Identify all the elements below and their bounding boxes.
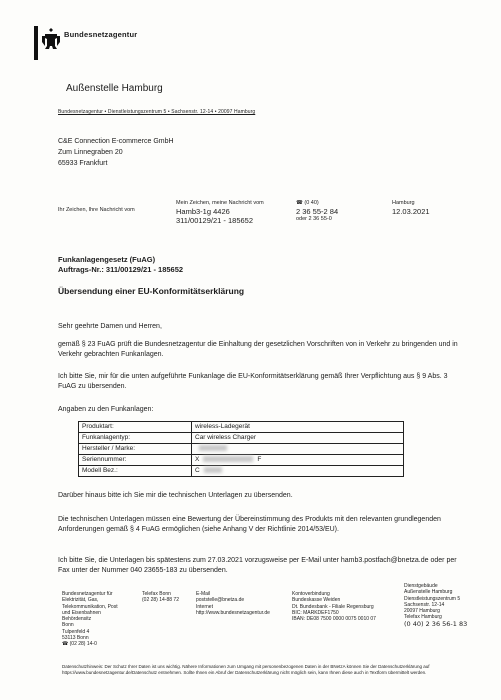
- footer-line: Tulpenfeld 4: [62, 628, 90, 635]
- footer-line: Bundesnetzagentur für: [62, 591, 113, 597]
- recipient-line: Zum Linnegraben 20: [58, 149, 123, 156]
- row-label: Hersteller / Marke:: [79, 444, 192, 455]
- footer-line: Telefax Bonn: [142, 591, 171, 597]
- footer-line: Bundeskasse Weiden: [292, 597, 341, 604]
- recipient-address: [58, 136, 174, 169]
- footer-line: 20097 Hamburg: [404, 608, 440, 615]
- paragraph-5: Die technischen Unterlagen müssen eine Bewertung der Übereinstimmung des Produkts mit den relevanten grundlegenden Anforderungen gemäß § 4 FuAG ermöglichen (siehe Anhang V der Richtlinie 2014/53/EU).: [58, 516, 441, 533]
- fax-number-handwritten: (0 40) 2 36 56-1 83: [404, 619, 468, 628]
- row-label: Seriennummer:: [79, 455, 192, 466]
- footer-line: Dienstleistungszentrum 5: [404, 595, 461, 602]
- phone-label: ☎ (0 40): [296, 200, 319, 206]
- row-value: [192, 444, 404, 455]
- law-title: Funkanlagengesetz (FuAG): [58, 255, 156, 264]
- letter-subject: Übersendung einer EU-Konformitätserklärung: [58, 286, 245, 296]
- footer-line: (02 28) 14-88 72: [142, 597, 179, 604]
- footer-line: IBAN: DE08 7500 0000 0075 0010 07: [292, 616, 376, 623]
- place: Hamburg: [392, 200, 415, 206]
- row-value: Car wireless Charger: [192, 433, 404, 444]
- footer-contact-column: [196, 591, 270, 616]
- paragraph-1: gemäß § 23 FuAG prüft die Bundesnetzagentur die Einhaltung der gesetzlichen Vorschriften von in Verkehr zu bringenden und in Verkehr gebrachten Funkanlagen.: [58, 341, 458, 358]
- footer-line: Außenstelle Hamburg: [404, 589, 453, 596]
- footer-line: poststelle@bnetza.de: [196, 597, 245, 604]
- row-value: [192, 466, 404, 477]
- return-address: Bundesnetzagentur • Dienstleistungszentrum 5 • Sachsenstr. 12-14 • 20097 Hamburg: [58, 109, 256, 115]
- phone-alt: oder 2 36 55-0: [296, 216, 332, 222]
- org-name: Bundesnetzagentur: [64, 30, 138, 39]
- table-row: [79, 444, 404, 455]
- footer-line: E-Mail: [196, 591, 211, 597]
- row-label: Modell Bez.:: [79, 466, 192, 477]
- serial-prefix: X: [195, 456, 200, 463]
- footer-org-column: [62, 591, 118, 648]
- paragraph-4: Darüber hinaus bitte ich Sie mir die technischen Unterlagen zu übersenden.: [58, 492, 293, 499]
- paragraph-3: Angaben zu den Funkanlagen:: [58, 406, 154, 413]
- row-label: Funkanlagentyp:: [79, 433, 192, 444]
- footer-line: Telefax Hamburg: [404, 614, 442, 621]
- footer-fax-column: [142, 591, 179, 604]
- model-prefix: C: [195, 467, 200, 474]
- footer-line: Dt. Bundesbank - Filiale Regensburg: [292, 603, 374, 610]
- footer-line: und Eisenbahnen: [62, 609, 101, 616]
- phone-number: 2 36 55-2 84: [296, 207, 339, 216]
- footer-line: Behördensitz: [62, 616, 92, 623]
- recipient-line: 65933 Frankfurt: [58, 160, 108, 167]
- footer-line: Dienstgebäude: [404, 583, 438, 589]
- footer-line: Sachsenstr. 12-14: [404, 601, 445, 608]
- footer-line: ☎ (02 28) 14-0: [62, 641, 97, 648]
- greeting: Sehr geehrte Damen und Herren,: [58, 323, 162, 330]
- footer-office-column: [404, 583, 467, 627]
- redacted-block: [199, 445, 227, 451]
- federal-eagle-logo-icon: [34, 26, 60, 60]
- table-row: [79, 433, 404, 444]
- serial-suffix: F: [257, 456, 262, 463]
- product-table: [78, 421, 404, 477]
- our-reference-1: Hamb3-1g 4426: [176, 207, 230, 216]
- paragraph-2: Ich bitte Sie, mir für die unten aufgeführte Funkanlage die EU-Konformitätserklärung gemäß Ihrer Verpflichtung aus § 9 Abs. 3 FuAG zu übersenden.: [58, 373, 448, 390]
- redacted-block: [204, 467, 222, 473]
- branch-name: Außenstelle Hamburg: [66, 83, 163, 94]
- data-protection-note: Datenschutzhinweis: Der Schutz Ihrer Daten ist uns wichtig. Nähere Informationen zum Umgang mit personenbezogenen Daten in der BNetzA können Sie der Datenschutzerklärung auf https://www.bundesnetzagentur.de/Datenschutz entnehmen. Sollte Ihnen ein Abruf der Datenschutzerklärung nicht möglich sein, kann Ihnen diese auch in Textform übermittelt werden.: [62, 664, 430, 675]
- letter-date: 12.03.2021: [392, 207, 430, 216]
- paragraph-6: Ich bitte Sie, die Unterlagen bis spätestens zum 27.03.2021 vorzugsweise per E-Mail unter hamb3.postfach@bnetza.de oder per Fax unter der Nummer 040 23655-183 zu übersenden.: [58, 557, 457, 574]
- our-reference: [176, 200, 264, 225]
- table-row: [79, 466, 404, 477]
- recipient-line: C&E Connection E-commerce GmbH: [58, 138, 174, 145]
- footer-line: Bonn: [62, 622, 74, 629]
- footer-line: Elektrizität, Gas,: [62, 597, 99, 604]
- row-label: Produktart:: [79, 422, 192, 433]
- footer-line: Internet: [196, 603, 213, 610]
- footer-line: http://www.bundesnetzagentur.de: [196, 609, 270, 616]
- footer-line: BIC: MARKDEF1750: [292, 609, 339, 616]
- your-reference-label: Ihr Zeichen, Ihre Nachricht vom: [58, 207, 135, 213]
- row-value: wireless-Ladegerät: [192, 422, 404, 433]
- redacted-block: [203, 456, 253, 462]
- row-value: [192, 455, 404, 466]
- footer-line: 53113 Bonn: [62, 635, 89, 642]
- order-number: Auftrags-Nr.: 311/00129/21 - 185652: [58, 265, 184, 274]
- date-block: [392, 200, 430, 216]
- table-row: [79, 455, 404, 466]
- footer-line: Kontoverbindung: [292, 591, 330, 597]
- table-row: [79, 422, 404, 433]
- footer-bank-column: [292, 591, 376, 622]
- footer-line: Telekommunikation, Post: [62, 603, 118, 610]
- phone-block: [296, 200, 338, 223]
- our-reference-label: Mein Zeichen, meine Nachricht vom: [176, 200, 264, 206]
- our-reference-2: 311/00129/21 - 185652: [176, 216, 254, 225]
